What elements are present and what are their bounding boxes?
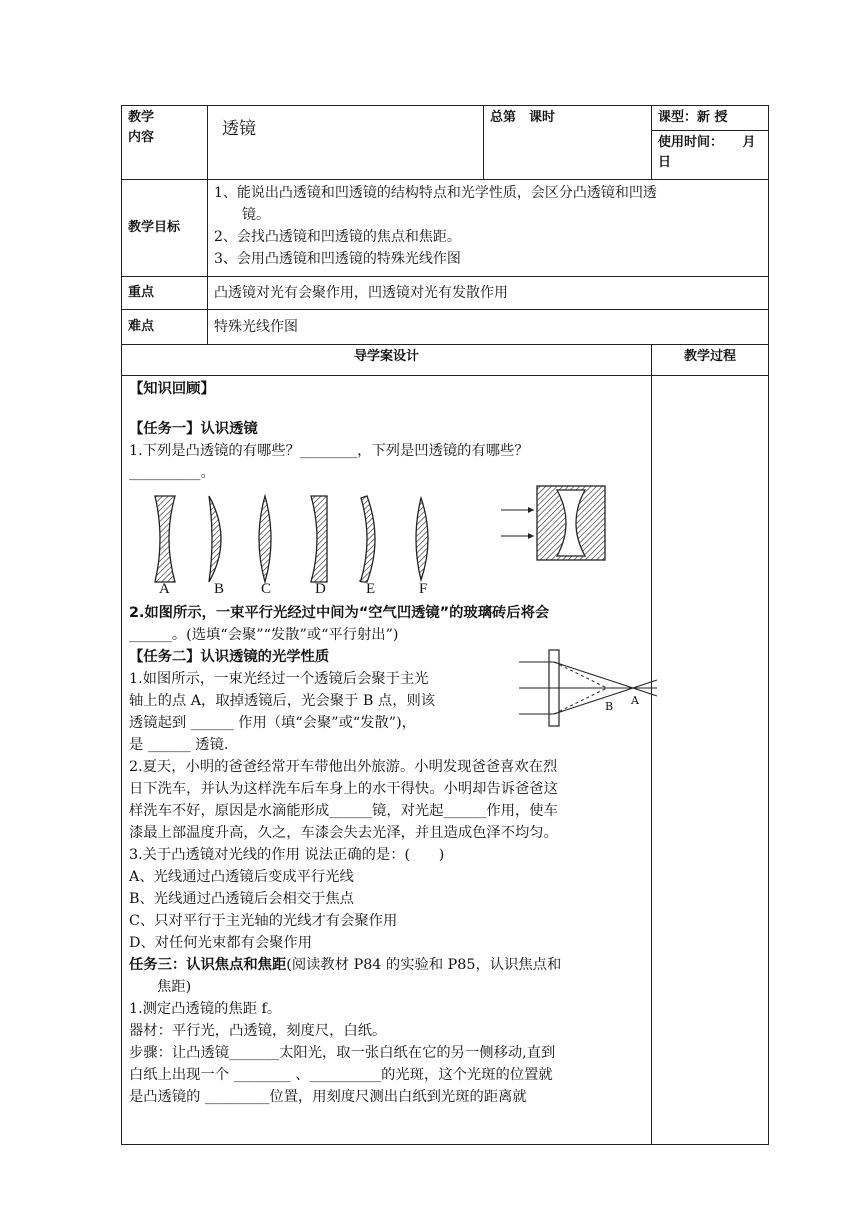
option-a: A、光线通过凸透镜后变成平行光线 bbox=[129, 869, 354, 885]
task3-line bbox=[129, 954, 644, 976]
t2q2-line2: 日下洗车，并认为这样洗车后车身上的水干得快。小明却告诉爸爸这 bbox=[129, 781, 558, 797]
lens-label-e: E bbox=[366, 581, 376, 597]
lens-a-shape bbox=[155, 496, 175, 582]
t3-l2c: 的光斑，这个光斑的位置就 bbox=[381, 1067, 553, 1083]
t2q2-line1: 2.夏天，小明的爸爸经常开车带他出外旅游。小明发现爸爸喜欢在烈 bbox=[129, 759, 558, 775]
use-time-day: 日 bbox=[658, 155, 672, 170]
t3-step-line2 bbox=[129, 1064, 644, 1086]
task3-heading: 任务三：认识焦点和焦距 bbox=[129, 957, 287, 973]
spacer bbox=[129, 400, 644, 418]
difficulty-text: 特殊光线作图 bbox=[208, 310, 769, 345]
lesson-table bbox=[121, 105, 769, 1145]
task3-note-2: 焦距) bbox=[157, 979, 192, 995]
t2q2-blank-1: ______ bbox=[329, 803, 373, 819]
key-text: 凸透镜对光有会聚作用，凹透镜对光有发散作用 bbox=[208, 277, 769, 310]
t2q1-blank-1: ______ bbox=[190, 715, 234, 731]
t2q1-l4a: 是 bbox=[129, 737, 144, 753]
t3-step-line1 bbox=[129, 1042, 644, 1064]
t3-blank-3: __________ bbox=[309, 1067, 382, 1083]
main-content bbox=[122, 376, 652, 1145]
goal-1: 1、能说出凸透镜和凹透镜的结构特点和光学性质，会区分凸透镜和凹透 bbox=[214, 185, 657, 201]
option-d: D、对任何光束都有会聚作用 bbox=[129, 935, 313, 951]
lens-f-shape bbox=[416, 498, 428, 580]
t3-step-b: 太阳光，取一张白纸在它的另一侧移动,直到 bbox=[279, 1045, 556, 1061]
fig-label-b: B bbox=[605, 700, 614, 713]
t2q1-line4 bbox=[129, 734, 644, 756]
q1-blank-2: __________ bbox=[129, 465, 201, 481]
goal-1-cont: 镜。 bbox=[242, 207, 270, 223]
task1-heading: 【任务一】认识透镜 bbox=[129, 421, 258, 437]
lens-b-shape bbox=[209, 496, 221, 582]
t3-blank-2: ________ bbox=[233, 1067, 291, 1083]
t3-l3a: 是凸透镜的 bbox=[129, 1089, 201, 1105]
t3-l2b: 、 bbox=[295, 1067, 310, 1083]
lesson-plan-page bbox=[121, 105, 768, 1145]
label-line-1: 教学 bbox=[128, 110, 155, 125]
t3-l2a: 白纸上出现一个 bbox=[129, 1067, 230, 1083]
label-line-2: 内容 bbox=[128, 130, 155, 145]
t2q1-line2: 轴上的点 A，取掉透镜后，光会聚于 B 点，则该 bbox=[129, 693, 436, 709]
t2q1-blank-2: ______ bbox=[147, 737, 191, 753]
q1-text-2: ，下列是凹透镜的有哪些？ bbox=[357, 443, 529, 459]
q2-line2 bbox=[129, 624, 644, 646]
use-time-label: 使用时间： 月 bbox=[658, 135, 756, 150]
goals-content bbox=[208, 180, 769, 277]
lens-label-f: F bbox=[419, 581, 428, 597]
q1-end: 。 bbox=[200, 465, 215, 481]
t3q1: 1.测定凸透镜的焦距 f。 bbox=[129, 1001, 282, 1017]
t2q2-l3a: 样洗车不好，原因是水滴能形成 bbox=[129, 803, 330, 819]
q1-blank-1: ________ bbox=[299, 443, 358, 459]
q2-text: 2.如图所示，一束平行光经过中间为“空气凹透镜”的玻璃砖后将会 bbox=[129, 605, 550, 621]
teach-content-label bbox=[122, 106, 208, 180]
process-header: 教学过程 bbox=[652, 345, 769, 376]
task3-note: (阅读教材 P84 的实验和 P85，认识焦点和 bbox=[286, 957, 562, 973]
t3-equipment: 器材：平行光，凸透镜，刻度尺，白纸。 bbox=[129, 1023, 387, 1039]
t2q2-line3 bbox=[129, 800, 644, 822]
difficulty-label: 难点 bbox=[122, 310, 208, 345]
q2 bbox=[129, 602, 644, 624]
t2q1-line1: 1.如图所示，一束光经过一个透镜后会聚于主光 bbox=[129, 671, 429, 687]
t2q2-l3c: 作用，使车 bbox=[486, 803, 558, 819]
lens-label-b: B bbox=[214, 581, 225, 597]
t3-blank-4: _________ bbox=[205, 1089, 270, 1105]
goal-3: 3、会用凸透镜和凹透镜的特殊光线作图 bbox=[214, 251, 461, 267]
lens-figure-row bbox=[129, 484, 644, 602]
t3-l3b: 位置，用刻度尺测出白纸到光斑的距离就 bbox=[269, 1089, 527, 1105]
total-lesson-label: 总第 课时 bbox=[484, 106, 652, 180]
key-label: 重点 bbox=[122, 277, 208, 310]
q2-blank: ______ bbox=[129, 627, 172, 643]
lens-c-shape bbox=[259, 496, 271, 582]
use-time bbox=[652, 131, 769, 180]
option-c: C、只对平行于主光轴的光线才有会聚作用 bbox=[129, 913, 398, 929]
t3-step-line3 bbox=[129, 1086, 644, 1108]
t3-step-a: 步骤：让凸透镜 bbox=[129, 1045, 230, 1061]
fig-label-a: A bbox=[631, 694, 639, 707]
lens-d-shape bbox=[311, 496, 327, 582]
t2q2-line4: 漆最上部温度升高，久之，车漆会失去光泽，并且造成色泽不均匀。 bbox=[129, 825, 558, 841]
task2-heading: 【任务二】认识透镜的光学性质 bbox=[129, 649, 330, 665]
t2q3: 3.关于凸透镜对光线的作用 说法正确的是：( ) bbox=[129, 847, 445, 863]
lens-label-a: A bbox=[159, 581, 170, 597]
convergence-figure bbox=[519, 648, 659, 730]
goals-label: 教学目标 bbox=[122, 180, 208, 277]
t2q1-l4b: 透镜. bbox=[195, 737, 229, 753]
t2q1-l3b: 作用（填“会聚”或“发散”)， bbox=[238, 715, 416, 731]
task2-block bbox=[129, 646, 644, 756]
lesson-type: 课型：新 授 bbox=[652, 106, 769, 131]
q1-line2 bbox=[129, 462, 644, 484]
t2q2-blank-2: ______ bbox=[443, 803, 487, 819]
t2q2-l3b: 镜，对光起 bbox=[372, 803, 444, 819]
goal-2: 2、会找凸透镜和凹透镜的焦点和焦距。 bbox=[214, 229, 461, 245]
option-b: B、光线通过凸透镜后会相交于焦点 bbox=[129, 891, 354, 907]
lesson-title: 透镜 bbox=[208, 106, 484, 180]
review-heading: 【知识回顾】 bbox=[129, 381, 215, 397]
t2q1-l3a: 透镜起到 bbox=[129, 715, 187, 731]
lens-label-c: C bbox=[261, 581, 272, 597]
lens-e-shape bbox=[360, 496, 375, 582]
lens-label-d: D bbox=[315, 581, 326, 597]
t3-blank-1: _______ bbox=[229, 1045, 280, 1061]
q1-text: 1.下列是凸透镜的有哪些？ bbox=[129, 443, 300, 459]
design-header: 导学案设计 bbox=[122, 345, 652, 376]
q2-text-2: 。(选填“会聚”“发散”或“平行射出”) bbox=[171, 627, 399, 643]
q1 bbox=[129, 440, 644, 462]
